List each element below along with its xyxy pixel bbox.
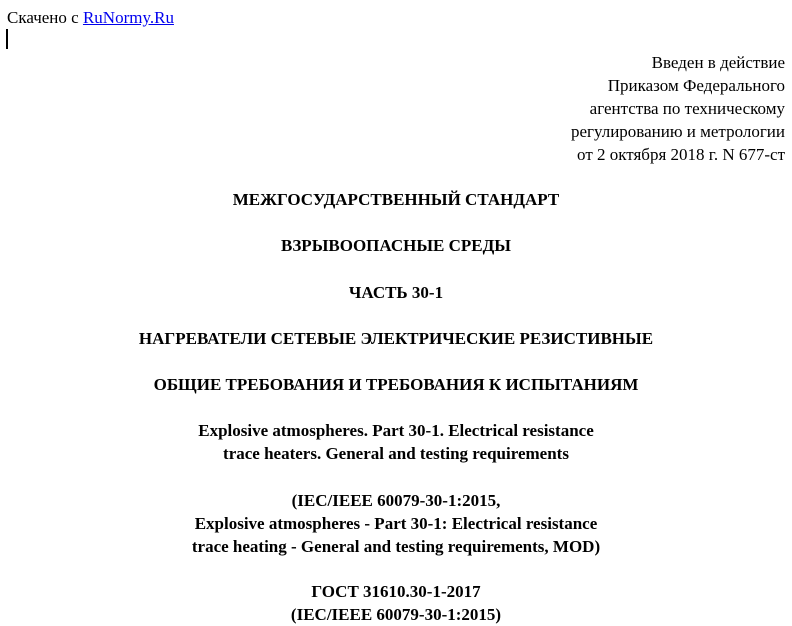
enactment-line: Приказом Федерального: [607, 76, 785, 95]
designation-line: ГОСТ 31610.30-1-2017: [311, 582, 481, 601]
title-line: ОБЩИЕ ТРЕБОВАНИЯ И ТРЕБОВАНИЯ К ИСПЫТАНИЯМ: [153, 375, 639, 394]
standard-designation: [0, 580, 792, 626]
part-number: ЧАСТЬ 30-1: [348, 283, 444, 302]
download-source-prefix: Скачено с: [7, 8, 79, 27]
enactment-line: агентства по техническому: [589, 99, 785, 118]
title-line: НАГРЕВАТЕЛИ СЕТЕВЫЕ ЭЛЕКТРИЧЕСКИЕ РЕЗИСТИВНЫЕ: [138, 329, 654, 348]
english-title-line: trace heaters. General and testing requirements: [223, 444, 569, 463]
iec-reference: [0, 489, 792, 558]
iec-reference-line: trace heating - General and testing requirements, MOD): [191, 537, 601, 556]
enactment-note: [571, 51, 785, 166]
iec-reference-line: Explosive atmospheres - Part 30-1: Electrical resistance: [194, 514, 598, 533]
english-title-line: Explosive atmospheres. Part 30-1. Electrical resistance: [198, 421, 594, 440]
runormy-link[interactable]: RuNormy.Ru: [82, 8, 174, 27]
iec-reference-line: (IEC/IEEE 60079-30-1:2015,: [291, 491, 501, 510]
download-source-line: [7, 6, 174, 29]
enactment-line: Введен в действие: [651, 53, 785, 72]
title-line: ВЗРЫВООПАСНЫЕ СРЕДЫ: [281, 236, 511, 255]
english-title: [0, 419, 792, 465]
enactment-line: от 2 октября 2018 г. N 677-ст: [577, 145, 785, 164]
text-cursor: [6, 29, 8, 49]
enactment-line: регулированию и метрологии: [570, 122, 785, 141]
standard-type-heading: МЕЖГОСУДАРСТВЕННЫЙ СТАНДАРТ: [232, 190, 560, 209]
designation-line: (IEC/IEEE 60079-30-1:2015): [290, 605, 502, 624]
